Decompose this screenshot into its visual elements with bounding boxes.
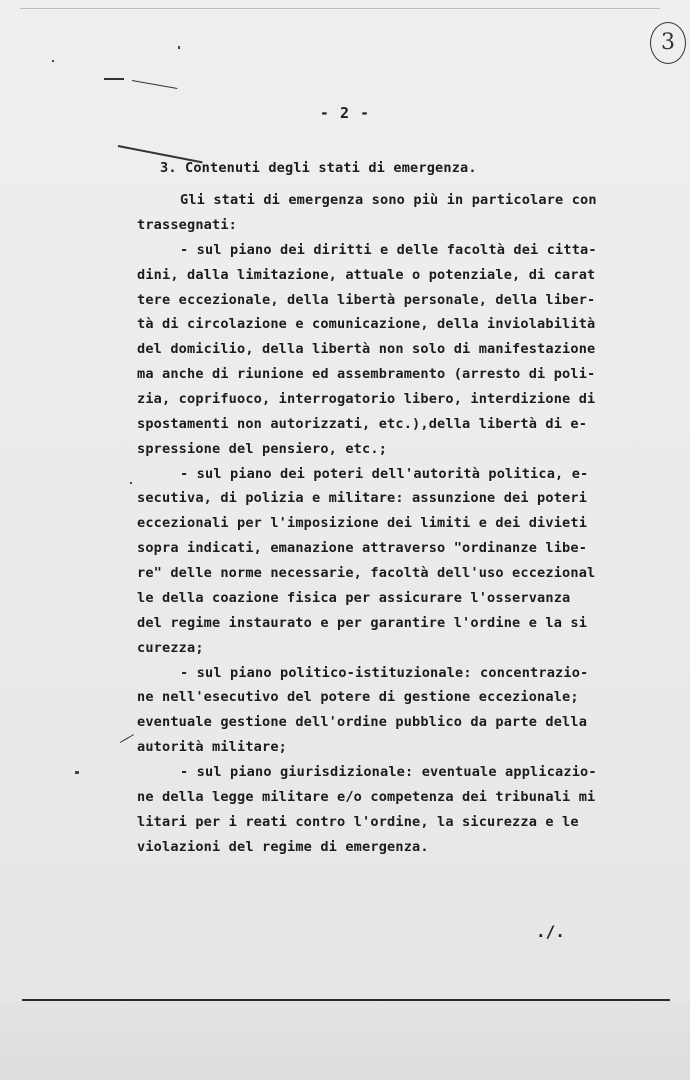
text-line: zia, coprifuoco, interrogatorio libero, interdizione di: [137, 391, 596, 407]
text-line: del domicilio, della libertà non solo di manifestazione: [137, 341, 596, 357]
next-page-strip: [0, 1001, 690, 1080]
text-line: spostamenti non autorizzati, etc.),della libertà di e-: [137, 416, 588, 432]
text-line: del regime instaurato e per garantire l'ordine e la si: [137, 615, 588, 631]
text-line: eventuale gestione dell'ordine pubblico da parte della: [137, 714, 588, 730]
page-header: - 2 -: [319, 104, 371, 122]
text-line: dini, dalla limitazione, attuale o potenziale, di carat: [137, 267, 596, 283]
text-line: tere eccezionale, della libertà personale, della liber-: [137, 292, 596, 308]
pencil-mark: [120, 734, 134, 743]
page-top-edge: [20, 8, 660, 9]
text-line: re" delle norme necessarie, facoltà dell'uso eccezional: [137, 565, 596, 581]
ink-speck: [75, 771, 79, 774]
section-title: 3. Contenuti degli stati di emergenza.: [160, 160, 477, 176]
ink-speck: [130, 482, 132, 484]
text-line: sopra indicati, emanazione attraverso "ordinanze libe-: [137, 540, 588, 556]
text-line: spressione del pensiero, etc.;: [137, 441, 388, 457]
text-line: le della coazione fisica per assicurare l'osservanza: [137, 590, 571, 606]
text-line: - sul piano dei diritti e delle facoltà dei citta-: [180, 242, 597, 258]
archive-page-number: 3: [650, 22, 686, 64]
text-line: curezza;: [137, 640, 204, 656]
text-line: litari per i reati contro l'ordine, la sicurezza e le: [137, 814, 579, 830]
ink-speck: [178, 46, 180, 49]
text-line: eccezionali per l'imposizione dei limiti e dei divieti: [137, 515, 588, 531]
text-line: - sul piano dei poteri dell'autorità politica, e-: [180, 466, 589, 482]
text-line: Gli stati di emergenza sono più in particolare con: [180, 192, 597, 208]
text-line: ne nell'esecutivo del potere di gestione eccezionale;: [137, 689, 579, 705]
text-line: autorità militare;: [137, 739, 288, 755]
text-line: violazioni del regime di emergenza.: [137, 839, 429, 855]
pencil-mark: [132, 80, 177, 89]
continuation-mark: ./.: [536, 922, 565, 941]
text-line: ma anche di riunione ed assembramento (arresto di poli-: [137, 366, 596, 382]
text-line: - sul piano giurisdizionale: eventuale applicazio-: [180, 764, 597, 780]
text-line: trassegnati:: [137, 217, 238, 233]
text-line: secutiva, di polizia e militare: assunzione dei poteri: [137, 490, 588, 506]
text-line: ne della legge militare e/o competenza dei tribunali mi: [137, 789, 596, 805]
pencil-mark: [104, 78, 124, 80]
text-line: tà di circolazione e comunicazione, della inviolabilità: [137, 316, 596, 332]
text-line: - sul piano politico-istituzionale: concentrazio-: [180, 665, 589, 681]
ink-speck: [52, 60, 54, 62]
